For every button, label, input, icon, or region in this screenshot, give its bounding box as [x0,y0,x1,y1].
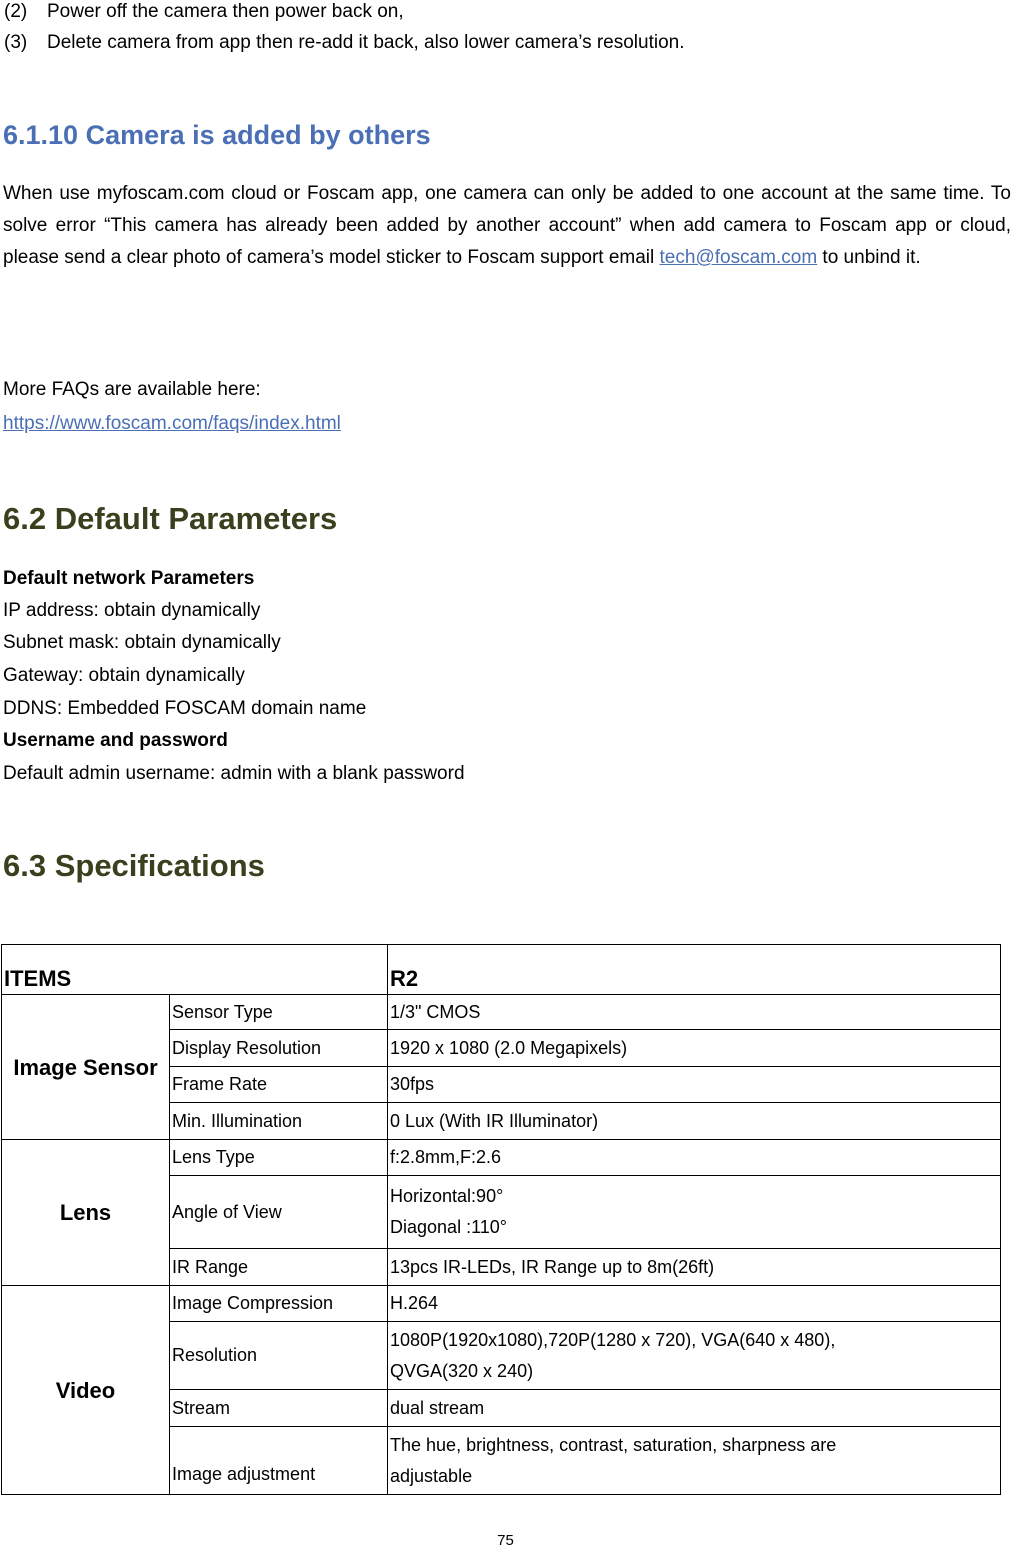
item-cell: Stream [170,1390,388,1427]
param-line: IP address: obtain dynamically [3,600,261,621]
value-cell: H.264 [388,1286,1001,1322]
table-header-row [2,945,1001,995]
paragraph-text: to unbind it. [817,247,921,268]
value-line: QVGA(320 x 240) [390,1360,534,1381]
specifications-table [1,944,1001,1495]
item-cell: Angle of View [170,1176,388,1249]
value-cell [388,1176,1001,1249]
list-item-text: Power off the camera then power back on, [47,1,404,22]
more-faqs-text: More FAQs are available here: [3,379,261,400]
value-cell: 1/3" CMOS [388,995,1001,1030]
value-line: Diagonal :110° [390,1217,507,1237]
list-item-text: Delete camera from app then re-add it back, also lower camera’s resolution. [47,32,685,53]
item-cell: Display Resolution [170,1030,388,1067]
category-cell: Image Sensor [2,995,170,1140]
param-line: DDNS: Embedded FOSCAM domain name [3,698,367,719]
item-cell: Lens Type [170,1140,388,1176]
body-paragraph [3,178,1011,274]
subheading: Default network Parameters [3,568,255,589]
value-cell: f:2.8mm,F:2.6 [388,1140,1001,1176]
table-row [2,1286,1001,1322]
paragraph-text: When use myfoscam.com cloud or Foscam app, one camera can only be added to one account at the same time. To solve error “This camera has already been added by another account” when add camera to Foscam app or cloud, please send a clear photo of camera’s model sticker to Foscam support email [3,183,1011,268]
value-cell: 0 Lux (With IR Illuminator) [388,1103,1001,1140]
faq-link[interactable]: https://www.foscam.com/faqs/index.html [3,413,341,434]
section-heading: 6.2 Default Parameters [3,501,338,536]
table-row [2,1140,1001,1176]
list-number: (2) [4,1,28,22]
value-cell: dual stream [388,1390,1001,1427]
param-line: Default admin username: admin with a blank password [3,763,465,784]
category-cell: Video [2,1286,170,1495]
value-cell: 1920 x 1080 (2.0 Megapixels) [388,1030,1001,1067]
item-cell: Image Compression [170,1286,388,1322]
value-cell [388,1427,1001,1495]
value-cell [388,1322,1001,1390]
item-cell: Image adjustment [170,1427,388,1495]
item-cell: Frame Rate [170,1067,388,1103]
category-cell: Lens [2,1140,170,1286]
value-cell: 30fps [388,1067,1001,1103]
subheading: Username and password [3,730,228,751]
value-line: adjustable [390,1465,473,1486]
header-items: ITEMS [2,945,388,995]
param-line: Subnet mask: obtain dynamically [3,632,281,653]
list-number: (3) [4,32,28,53]
item-cell: IR Range [170,1249,388,1286]
item-cell: Sensor Type [170,995,388,1030]
page-number: 75 [497,1532,514,1549]
item-cell: Min. Illumination [170,1103,388,1140]
header-model: R2 [388,945,1001,995]
param-line: Gateway: obtain dynamically [3,665,245,686]
item-cell: Resolution [170,1322,388,1390]
table-row [2,995,1001,1030]
section-heading: 6.1.10 Camera is added by others [3,120,431,150]
value-cell: 13pcs IR-LEDs, IR Range up to 8m(26ft) [388,1249,1001,1286]
value-line: The hue, brightness, contrast, saturation, sharpness are [390,1434,837,1455]
value-line: 1080P(1920x1080),720P(1280 x 720), VGA(640 x 480), [390,1329,836,1350]
value-line: Horizontal:90° [390,1186,504,1206]
section-heading: 6.3 Specifications [3,848,265,883]
email-link[interactable]: tech@foscam.com [659,247,818,268]
